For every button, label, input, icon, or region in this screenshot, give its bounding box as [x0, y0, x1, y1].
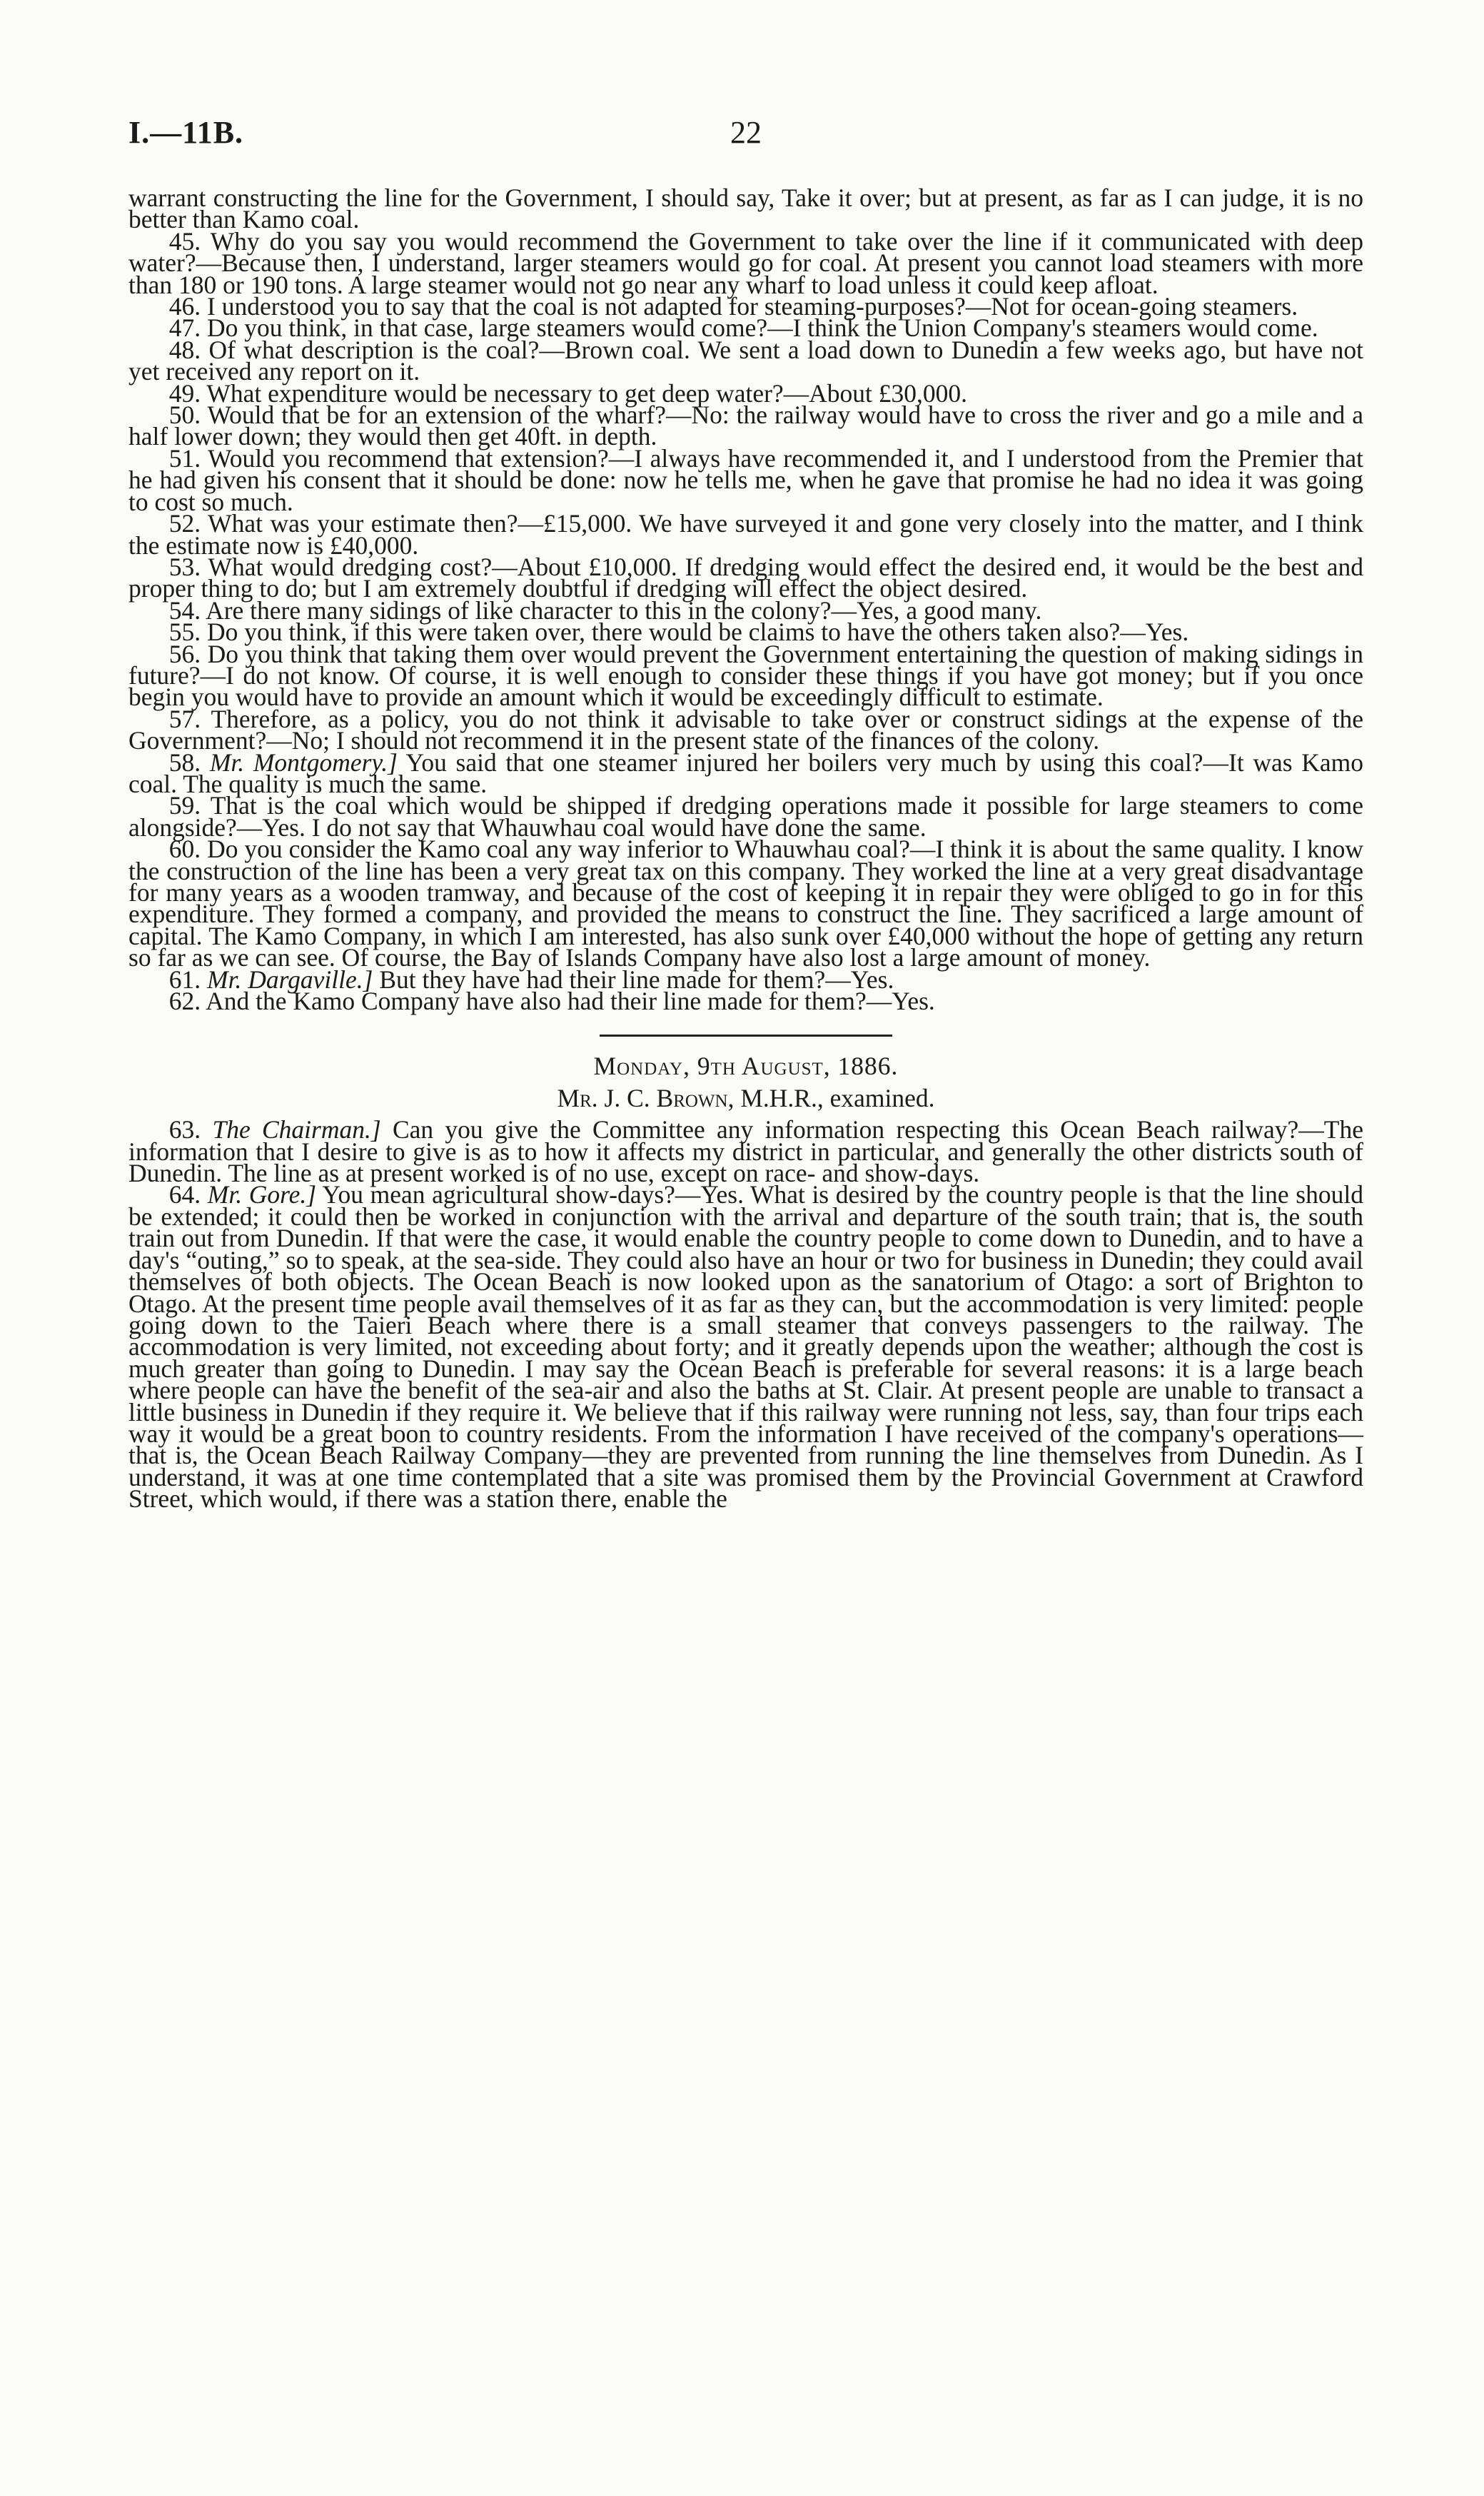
paragraph-text: I understood you to say that the coal is not adapted for steaming-purposes?—Not for ocean-going steamers.: [207, 292, 1298, 321]
testimony-paragraph: [128, 835, 1363, 972]
question-number: 62.: [168, 987, 201, 1016]
page-number: 22: [730, 115, 762, 150]
testimony-paragraph: [128, 748, 1364, 798]
testimony-paragraph: [128, 1115, 1363, 1188]
testimony-paragraph: [128, 443, 1364, 516]
question-number: 51.: [168, 443, 201, 473]
question-number: 55.: [168, 618, 201, 647]
paragraph-text: Would that be for an extension of the wharf?—No: the railway would have to cross the river and go a mile and a half lower down; they would then get 40ft. in depth.: [128, 401, 1364, 451]
paragraph-text: You mean agricultural show-days?—Yes. What is desired by the country people is that the line should be extended; it could then be worked in conjunction with the arrival and departure of the south train; that is, the south train out from Dunedin. If that were the case, it would enable the country people to come down to Dunedin, and to have a day's “outing,” so to speak, at the sea-side. They could also have an hour or two for business in Dunedin; they could avail themselves of both objects. The Ocean Beach is now looked upon as the sanatorium of Otago: a sort of Brighton to Otago. At the present time people avail themselves of it as far as they can, but the accommodation is very limited: people going down to the Taieri Beach where there is a small steamer that conveys passengers to the railway. The accommodation is very limited, not exceeding about forty; and it greatly depends upon the weather; although the cost is much greater than going to Dunedin. I may say the Ocean Beach is preferable for several reasons: it is a large beach where people can have the benefit of the sea-air and also the baths at St. Clair. At present people are unable to transact a little business in Dunedin if they require it. We believe that if this railway were running not less, say, than four trips each way it would be a great boon to country residents. From the information I have received of the company's operations—that is, the Ocean Beach Railway Company—they are prevented from running the line themselves from Dunedin. As I understand, it was at one time contemplated that a site was promised them by the Provincial Government at Crawford Street, which would, if there was a station there, enable the: [128, 1180, 1363, 1514]
question-number: 46.: [168, 292, 201, 321]
question-number: 47.: [168, 313, 201, 343]
testimony-paragraph: [128, 226, 1363, 299]
witness-name: Mr. J. C. Brown, M.H.R.,: [557, 1083, 824, 1112]
testimony-paragraph: [128, 639, 1364, 712]
testimony-paragraph: [128, 509, 1363, 560]
testimony-block-2: [128, 1115, 1363, 1514]
speaker-name: Mr. Dargaville.]: [207, 965, 373, 994]
question-number: 48.: [168, 335, 201, 364]
paragraph-text: What would dredging cost?—About £10,000. If dredging would effect the desired end, it would be the best and proper thing to do; but I am extremely doubtful if dredging will effect the object desired.: [128, 552, 1363, 603]
question-number: 45.: [168, 226, 201, 256]
page-body: [128, 183, 1364, 1514]
paragraph-text: warrant constructing the line for the Government, I should say, Take it over; but at present, as far as I can judge, it is no better than Kamo coal.: [128, 183, 1363, 234]
question-number: 60.: [168, 835, 201, 864]
question-number: 56.: [168, 639, 201, 668]
question-number: 57.: [168, 704, 201, 733]
page-header: [128, 114, 1363, 157]
question-number: 52.: [168, 509, 201, 538]
question-number: 63.: [168, 1115, 201, 1144]
question-number: 59.: [168, 791, 201, 820]
question-number: 61.: [168, 965, 201, 994]
testimony-paragraph: [128, 552, 1363, 603]
paragraph-text: Do you think that taking them over would prevent the Government entertaining the question of making sidings in future?—I do not know. Of course, it is well enough to consider these things if you have got money; but if you once begin you would have to provide an amount which it would be exceedingly difficult to estimate.: [128, 639, 1364, 712]
paragraph-text: What was your estimate then?—£15,000. We have surveyed it and gone very closely into the matter, and I think the estimate now is £40,000.: [128, 509, 1363, 560]
speaker-name: Mr. Montgomery.]: [209, 748, 398, 777]
question-number: 53.: [168, 552, 201, 581]
question-number: 49.: [168, 378, 201, 408]
testimony-paragraph: [128, 987, 1363, 1016]
speaker-name: The Chairman.]: [212, 1115, 381, 1144]
paragraph-text: Of what description is the coal?—Brown coal. We sent a load down to Dunedin a few weeks ago, but have not yet received any report on it.: [128, 335, 1363, 386]
paragraph-text: Can you give the Committee any information respecting this Ocean Beach railway?—The information that I desire to give is as to how it affects my district in particular, and generally the other districts south of Dunedin. The line as at present worked is of no use, except on race- and show-days.: [128, 1115, 1363, 1188]
paragraph-text: Would you recommend that extension?—I always have recommended it, and I understood from the Premier that he had given his consent that it should be done: now he tells me, when he gave that promise he had no idea it was going to cost so much.: [128, 443, 1364, 516]
witness-examined: examined.: [829, 1083, 935, 1112]
testimony-block-1: [128, 183, 1364, 1016]
document-id: I.—11B.: [128, 115, 244, 150]
testimony-paragraph: [128, 791, 1363, 842]
section-divider: [600, 1035, 892, 1037]
paragraph-text: You said that one steamer injured her boilers very much by using this coal?—It was Kamo coal. The quality is much the same.: [128, 748, 1364, 798]
question-number: 54.: [168, 595, 201, 625]
testimony-paragraph: [128, 704, 1363, 755]
paragraph-text: Therefore, as a policy, you do not think it advisable to take over or construct sidings at the expense of the Government?—No; I should not recommend it in the present state of the finances of the colony.: [128, 704, 1363, 755]
testimony-paragraph: [128, 401, 1364, 451]
question-number: 50.: [168, 401, 201, 430]
paragraph-text: And the Kamo Company have also had their line made for them?—Yes.: [206, 987, 935, 1016]
testimony-paragraph: [128, 183, 1363, 234]
paragraph-text: Do you think, if this were taken over, there would be claims to have the others taken also?—Yes.: [207, 618, 1189, 647]
session-date: Monday, 9th August, 1886.: [593, 1052, 899, 1081]
question-number: 64.: [168, 1180, 201, 1209]
paragraph-text: Why do you say you would recommend the Government to take over the line if it communicated with deep water?—Because then, I understand, larger steamers would go for coal. At present you cannot load steamers with more than 180 or 190 tons. A large steamer would not go near any wharf to load unless it could keep afloat.: [128, 226, 1363, 299]
paragraph-text: Do you think, in that case, large steamers would come?—I think the Union Company's steamers would come.: [207, 313, 1318, 343]
paragraph-text: What expenditure would be necessary to get deep water?—About £30,000.: [206, 378, 968, 408]
paragraph-text: But they have had their line made for them?—Yes.: [379, 965, 894, 994]
paragraph-text: Do you consider the Kamo coal any way inferior to Whauwhau coal?—I think it is about the same quality. I know the construction of the line has been a very great tax on this company. They worked the line at a very great disadvantage for many years as a wooden tramway, and because of the cost of keeping it in repair they were obliged to go in for this expenditure. They formed a company, and provided the means to construct the line. They sacrificed a large amount of capital. The Kamo Company, in which I am interested, has also sunk over £40,000 without the hope of getting any return so far as we can see. Of course, the Bay of Islands Company have also lost a large amount of money.: [128, 835, 1363, 972]
testimony-paragraph: [128, 1180, 1363, 1514]
testimony-paragraph: [128, 335, 1363, 386]
paragraph-text: Are there many sidings of like character to this in the colony?—Yes, a good many.: [206, 595, 1042, 625]
witness-heading: [128, 1083, 1363, 1112]
question-number: 58.: [168, 748, 201, 777]
speaker-name: Mr. Gore.]: [207, 1180, 317, 1209]
paragraph-text: That is the coal which would be shipped if dredging operations made it possible for large steamers to come alongside?—Yes. I do not say that Whauwhau coal would have done the same.: [128, 791, 1363, 842]
